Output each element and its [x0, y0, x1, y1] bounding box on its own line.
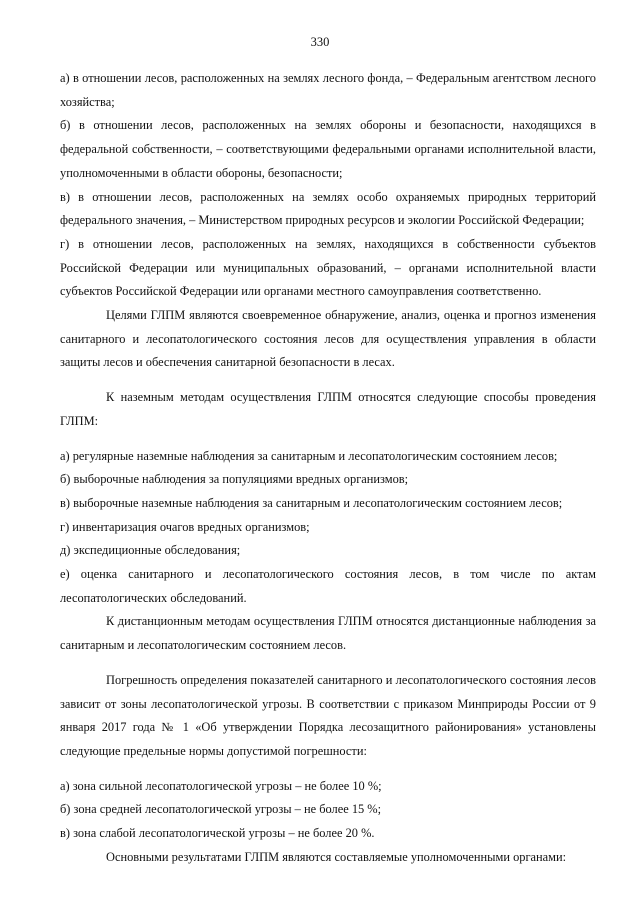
paragraph: б) зона средней лесопатологической угрозы – не более 15 %; [60, 802, 382, 817]
paragraph: а) в отношении лесов, расположенных на землях лесного фонда, – Федеральным агентством лесного хозяйства; [60, 71, 596, 109]
page-number: 330 [310, 35, 330, 49]
paragraph: Основными результатами ГЛПМ являются составляемые уполномоченными органами: [106, 849, 567, 864]
paragraph: г) инвентаризация очагов вредных организмов; [60, 519, 310, 534]
paragraph: а) регулярные наземные наблюдения за санитарным и лесопатологическим состоянием лесов; [60, 448, 558, 463]
paragraph: Целями ГЛПМ являются своевременное обнаружение, анализ, оценка и прогноз изменения санитарного и лесопатологического состояния лесов для осуществления управления в области защиты лесов и обеспечения санитарной безопасности в лесах. [60, 308, 596, 370]
paragraph: К дистанционным методам осуществления ГЛПМ относятся дистанционные наблюдения за санитарным и лесопатологическим состоянием лесов. [60, 614, 596, 653]
paragraph: г) в отношении лесов, расположенных на землях, находящихся в собственности субъектов Российской Федерации или муниципальных образований, – органами исполнительной власти субъектов Российской Федерации или органами местного самоуправления соответственно. [60, 236, 596, 299]
paragraph: в) в отношении лесов, расположенных на землях особо охраняемых природных территорий федерального значения, – Министерством природных ресурсов и экологии Российской Федерации; [60, 189, 596, 228]
paragraph: д) экспедиционные обследования; [60, 543, 241, 558]
paragraph: в) выборочные наземные наблюдения за санитарным и лесопатологическим состоянием лесов; [60, 495, 563, 510]
paragraph: а) зона сильной лесопатологической угрозы – не более 10 %; [60, 778, 382, 793]
paragraph: б) в отношении лесов, расположенных на землях обороны и безопасности, находящихся в федеральной собственности, – соответствующими федеральными органами исполнительной власти, уполномоченными в области обороны, безопасности; [60, 118, 596, 180]
paragraph: Погрешность определения показателей санитарного и лесопатологического состояния лесов зависит от зоны лесопатологической угрозы. В соответствии с приказом Минприроды России от 9 января 2017 года № 1 «Об утверждении Порядка лесозащитного районирования» установлены следующие предельные нормы допустимой погрешности: [60, 672, 596, 758]
paragraph: б) выборочные наблюдения за популяциями вредных организмов; [60, 472, 409, 487]
paragraph: е) оценка санитарного и лесопатологического состояния лесов, в том числе по актам лесопатологических обследований. [60, 567, 596, 605]
paragraph: К наземным методам осуществления ГЛПМ относятся следующие способы проведения ГЛПМ: [60, 390, 596, 428]
document-body [60, 67, 596, 870]
paragraph: в) зона слабой лесопатологической угрозы – не более 20 %. [60, 826, 375, 841]
